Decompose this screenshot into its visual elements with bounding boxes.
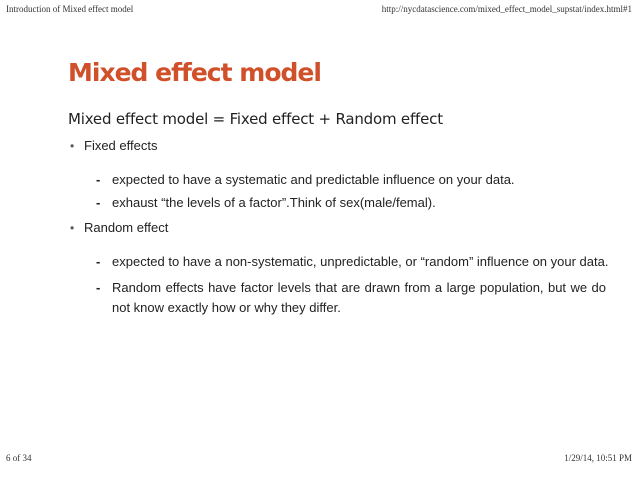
slide-title: Mixed effect model [68, 58, 321, 87]
bullet-dot-icon: • [70, 221, 75, 235]
bullet-dot-icon: • [70, 139, 75, 153]
list-item [96, 278, 606, 318]
print-footer [0, 453, 638, 467]
dash-icon: - [96, 172, 101, 187]
bullet-label: Fixed effects [84, 138, 158, 153]
list-item [96, 170, 606, 190]
dash-icon: - [96, 254, 101, 269]
print-header-url[interactable]: http://nycdatascience.com/mixed_effect_model_supstat/index.html#1 [381, 4, 632, 14]
list-item-text: exhaust “the levels of a factor”.Think of sex(male/femal). [112, 195, 436, 210]
list-item [96, 193, 606, 213]
dash-icon: - [96, 280, 101, 295]
bullet-random-effect [70, 220, 168, 235]
slide-subtitle: Mixed effect model = Fixed effect + Random effect [68, 110, 443, 128]
list-item-text: expected to have a systematic and predictable influence on your data. [112, 172, 515, 187]
bullet-label: Random effect [84, 220, 169, 235]
print-header-title: Introduction of Mixed effect model [6, 4, 134, 14]
bullet-fixed-effects [70, 138, 157, 153]
dash-icon: - [96, 195, 101, 210]
print-header [0, 4, 638, 18]
list-item [96, 252, 609, 272]
page-number: 6 of 34 [6, 453, 32, 463]
list-item-text: Random effects have factor levels that are drawn from a large population, but we do not know exactly how or why they differ. [112, 280, 606, 315]
list-item-text: expected to have a non-systematic, unpredictable, or “random” influence on your data. [112, 254, 609, 269]
print-datetime: 1/29/14, 10:51 PM [564, 453, 632, 463]
